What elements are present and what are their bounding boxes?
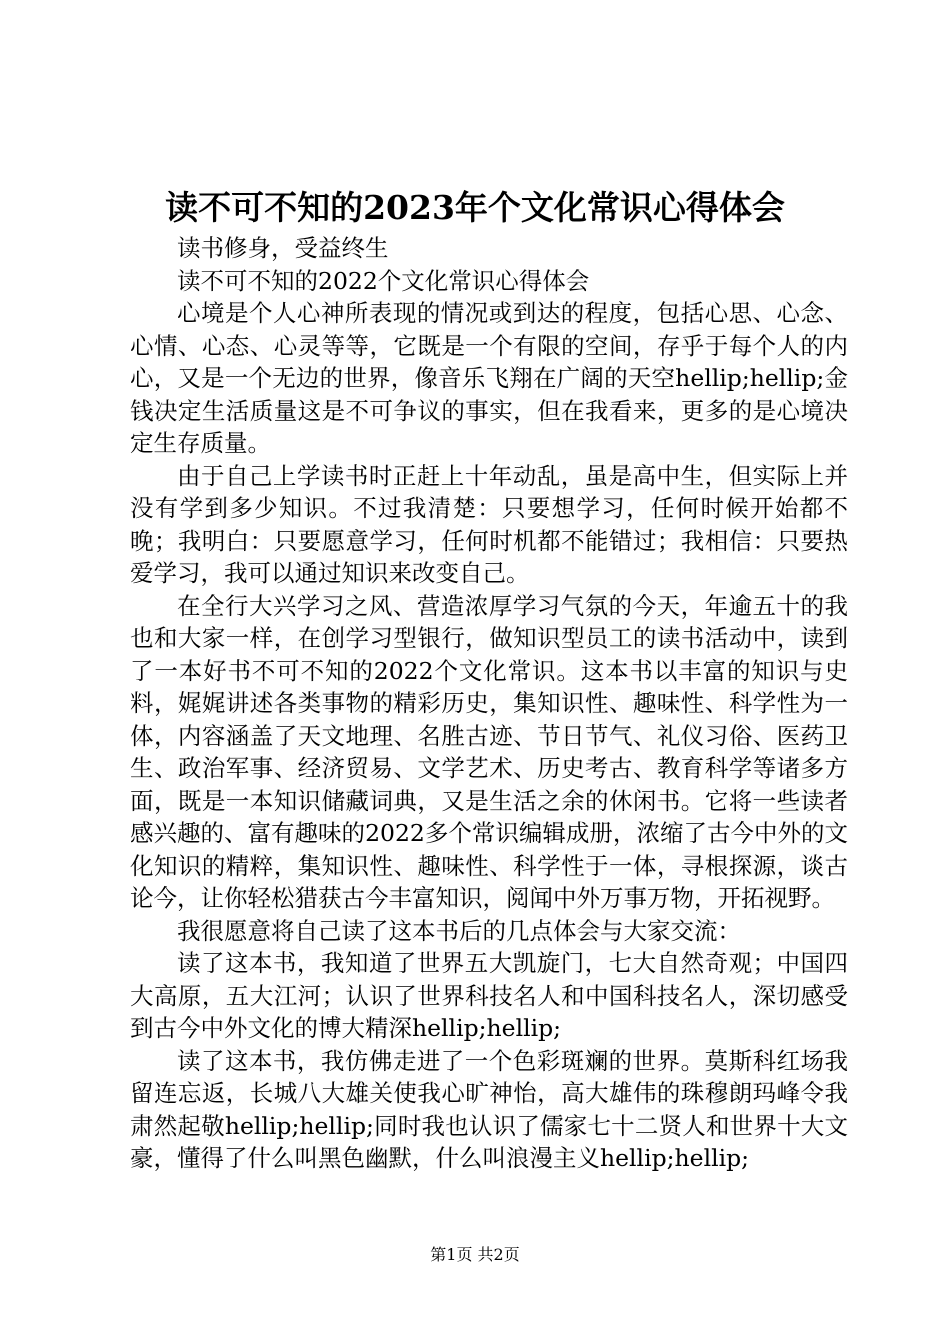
document-body (130, 232, 848, 1175)
paragraph-3: 心境是个人心神所表现的情况或到达的程度，包括心思、心念、心情、心态、心灵等等，它既是一个有限的空间，存乎于每个人的内心，又是一个无边的世界，像音乐飞翔在广阔的天空hellip;hellip;金钱决定生活质量这是不可争议的事实，但在我看来，更多的是心境决定生存质量。 (130, 299, 848, 457)
paragraph-subtitle-2: 读不可不知的2022个文化常识心得体会 (177, 266, 590, 295)
paragraph-4: 由于自己上学读书时正赶上十年动乱，虽是高中生，但实际上并没有学到多少知识。不过我清楚：只要想学习，任何时候开始都不晚；我明白：只要愿意学习，任何时机都不能错过；我相信：只要热爱学习，我可以通过知识来改变自己。 (130, 461, 848, 587)
paragraph-7: 读了这本书，我知道了世界五大凯旋门，七大自然奇观；中国四大高原，五大江河；认识了世界科技名人和中国科技名人，深切感受到古今中外文化的博大精深hellip;hellip; (130, 949, 848, 1042)
paragraph-8: 读了这本书，我仿佛走进了一个色彩斑斓的世界。莫斯科红场我留连忘返，长城八大雄关使我心旷神怡，高大雄伟的珠穆朗玛峰令我肃然起敬hellip;hellip;同时我也认识了儒家七十二贤人和世界十大文豪，懂得了什么叫黑色幽默，什么叫浪漫主义hellip;hellip; (130, 1046, 848, 1172)
paragraph-6: 我很愿意将自己读了这本书后的几点体会与大家交流： (177, 916, 741, 945)
paragraph-5: 在全行大兴学习之风、营造浓厚学习气氛的今天，年逾五十的我也和大家一样，在创学习型银行，做知识型员工的读书活动中，读到了一本好书不可不知的2022个文化常识。这本书以丰富的知识与史料，娓娓讲述各类事物的精彩历史，集知识性、趣味性、科学性为一体，内容涵盖了天文地理、名胜古迹、节日节气、礼仪习俗、医药卫生、政治军事、经济贸易、文学艺术、历史考古、教育科学等诸多方面，既是一本知识储藏词典，又是生活之余的休闲书。它将一些读者感兴趣的、富有趣味的2022多个常识编辑成册，浓缩了古今中外的文化知识的精粹，集知识性、趣味性、科学性于一体，寻根探源，谈古论今，让你轻松猎获古今丰富知识，阅闻中外万事万物，开拓视野。 (130, 591, 848, 912)
document-title: 读不可不知的2023年个文化常识心得体会 (165, 188, 785, 227)
page-footer: 第1页 共2页 (430, 1245, 520, 1264)
paragraph-subtitle-1: 读书修身，受益终生 (177, 234, 389, 262)
